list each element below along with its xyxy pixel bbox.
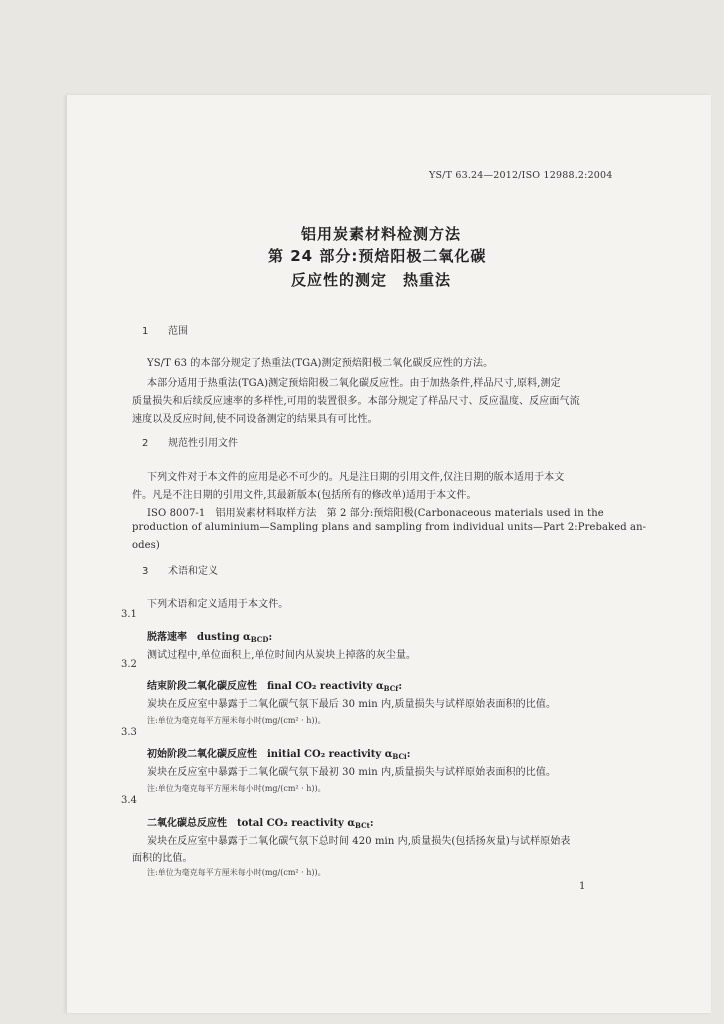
clause-number: 3.4 <box>121 795 137 806</box>
section-title: 术语和定义 <box>168 566 218 577</box>
scope-paragraph-1: YS/T 63 的本部分规定了热重法(TGA)测定预焙阳极二氧化碳反应性的方法。 <box>147 358 494 369</box>
clause-number: 3.2 <box>121 659 137 670</box>
clause-number: 3.3 <box>121 727 137 738</box>
term-initial-co2-definition: 炭块在反应室中暴露于二氧化碳气氛下最初 30 min 内,质量损失与试样原始表面积的比值。 <box>147 767 557 778</box>
term-text: 脱落速率 dusting α <box>147 632 251 643</box>
reference-iso-8007-line-2: production of aluminium—Sampling plans and sampling from individual units—Part 2:Prebaked an- <box>132 522 647 533</box>
term-total-co2-note: 注:单位为毫克每平方厘米每小时(mg/(cm² · h))。 <box>147 868 326 877</box>
term-text: 二氧化碳总反应性 total CO₂ reactivity α <box>147 818 356 829</box>
term-text: 结束阶段二氧化碳反应性 final CO₂ reactivity α <box>147 681 384 692</box>
scope-paragraph-2-line-1: 本部分适用于热重法(TGA)测定预焙阳极二氧化碳反应性。由于加热条件,样品尺寸,原料,测定 <box>147 378 561 389</box>
section-number: 2 <box>142 438 149 449</box>
section-2-heading <box>142 434 238 449</box>
section-number: 3 <box>142 566 149 577</box>
section-1-heading <box>142 322 188 337</box>
title-line-2: 第 24 部分:预焙阳极二氧化碳 <box>268 247 487 265</box>
references-intro-line-1: 下列文件对于本文件的应用是必不可少的。凡是注日期的引用文件,仅注日期的版本适用于本文 <box>147 472 565 483</box>
term-subscript: BCD <box>250 635 269 644</box>
term-initial-co2-note: 注:单位为毫克每平方厘米每小时(mg/(cm² · h))。 <box>147 784 326 793</box>
term-total-co2-definition-line-1: 炭块在反应室中暴露于二氧化碳气氛下总时间 420 min 内,质量损失(包括扬灰量)与试样原始表 <box>147 836 571 847</box>
reference-iso-8007-line-1: ISO 8007-1 铝用炭素材料取样方法 第 2 部分:预焙阳极(Carbonaceous materials used in the <box>147 508 604 519</box>
standard-number: YS/T 63.24—2012/ISO 12988.2:2004 <box>429 170 613 181</box>
terms-intro: 下列术语和定义适用于本文件。 <box>147 599 289 610</box>
section-number: 1 <box>142 326 149 337</box>
title-line-3: 反应性的测定 热重法 <box>291 271 452 289</box>
term-final-co2-reactivity: 结束阶段二氧化碳反应性 final CO₂ reactivity $\alpha_{BCf}$: <box>147 681 403 693</box>
clause-number: 3.1 <box>121 609 137 620</box>
term-total-co2-reactivity: 二氧化碳总反应性 total CO₂ reactivity $\alpha_{BCt}$: <box>147 818 374 830</box>
term-subscript: BCi <box>392 752 407 761</box>
section-3-heading <box>142 562 218 577</box>
term-text: 初始阶段二氧化碳反应性 initial CO₂ reactivity α <box>147 749 393 760</box>
title-line-1: 铝用炭素材料检测方法 <box>301 225 462 243</box>
section-title: 范围 <box>168 326 188 337</box>
section-title: 规范性引用文件 <box>168 438 238 449</box>
page-number: 1 <box>579 881 586 892</box>
term-subscript: BCf <box>383 684 399 693</box>
term-subscript: BCt <box>355 821 370 830</box>
reference-iso-8007-line-3: odes) <box>132 540 160 551</box>
scope-paragraph-2-line-3: 速度以及反应时间,使不同设备测定的结果具有可比性。 <box>132 414 378 425</box>
term-dusting: 脱落速率 dusting $\alpha_{BCD}$: <box>147 632 273 644</box>
term-final-co2-definition: 炭块在反应室中暴露于二氧化碳气氛下最后 30 min 内,质量损失与试样原始表面积的比值。 <box>147 699 557 710</box>
document-page <box>67 95 711 1013</box>
references-intro-line-2: 件。凡是不注日期的引用文件,其最新版本(包括所有的修改单)适用于本文件。 <box>132 490 477 501</box>
term-dusting-definition: 测试过程中,单位面积上,单位时间内从炭块上掉落的灰尘量。 <box>147 650 417 661</box>
term-initial-co2-reactivity: 初始阶段二氧化碳反应性 initial CO₂ reactivity $\alpha_{BCi}$: <box>147 749 411 761</box>
term-total-co2-definition-line-2: 面积的比值。 <box>132 853 193 864</box>
term-final-co2-note: 注:单位为毫克每平方厘米每小时(mg/(cm² · h))。 <box>147 716 326 725</box>
scope-paragraph-2-line-2: 质量损失和后续反应速率的多样性,可用的装置很多。本部分规定了样品尺寸、反应温度、反应面气流 <box>132 396 580 407</box>
